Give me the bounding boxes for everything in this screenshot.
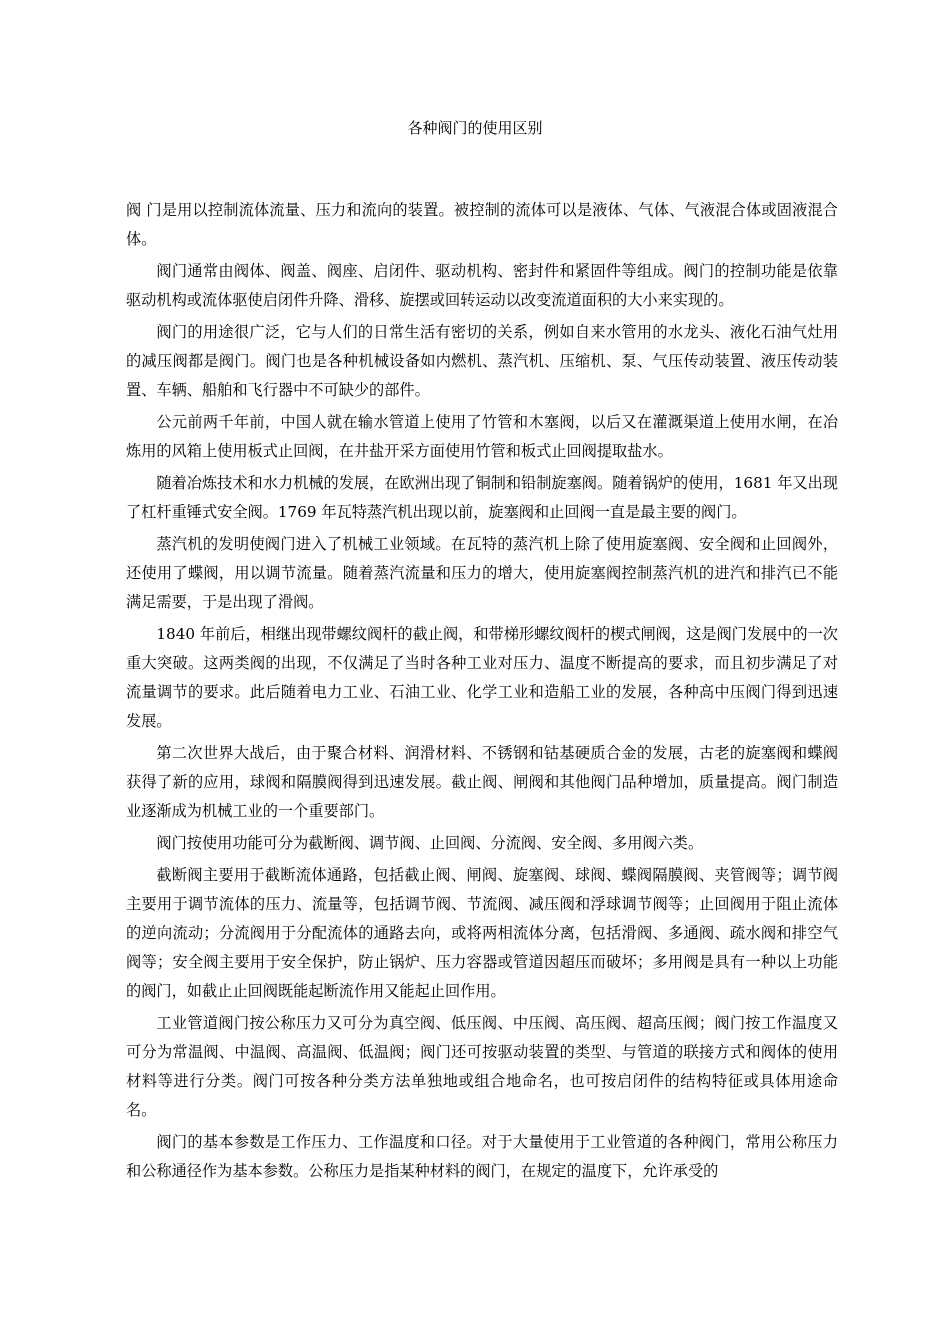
paragraph: 公元前两千年前，中国人就在输水管道上使用了竹管和木塞阀，以后又在灌溉渠道上使用水闸，在冶炼用的风箱上使用板式止回阀，在井盐开采方面使用竹管和板式止回阀提取盐水。 <box>126 413 838 460</box>
paragraph: 工业管道阀门按公称压力又可分为真空阀、低压阀、中压阀、高压阀、超高压阀；阀门按工作温度又可分为常温阀、中温阀、高温阀、低温阀；阀门还可按驱动装置的类型、与管道的联接方式和阀体的使用材料等进行分类。阀门可按各种分类方法单独地或组合地命名，也可按启闭件的结构特征或具体用途命名。 <box>126 1014 838 1119</box>
paragraph: 阀门的用途很广泛，它与人们的日常生活有密切的关系，例如自来水管用的水龙头、液化石油气灶用的减压阀都是阀门。阀门也是各种机械设备如内燃机、蒸汽机、压缩机、泵、气压传动装置、液压传动装置、车辆、船舶和飞行器中不可缺少的部件。 <box>126 323 838 399</box>
paragraph: 随着冶炼技术和水力机械的发展，在欧洲出现了铜制和铅制旋塞阀。随着锅炉的使用，1681 年又出现了杠杆重锤式安全阀。1769 年瓦特蒸汽机出现以前，旋塞阀和止回阀一直是最主要的阀门。 <box>126 474 838 521</box>
paragraph: 第二次世界大战后，由于聚合材料、润滑材料、不锈钢和钴基硬质合金的发展，古老的旋塞阀和蝶阀获得了新的应用，球阀和隔膜阀得到迅速发展。截止阀、闸阀和其他阀门品种增加，质量提高。阀门制造业逐渐成为机械工业的一个重要部门。 <box>126 744 838 820</box>
paragraph: 截断阀主要用于截断流体通路，包括截止阀、闸阀、旋塞阀、球阀、蝶阀隔膜阀、夹管阀等；调节阀主要用于调节流体的压力、流量等，包括调节阀、节流阀、减压阀和浮球调节阀等；止回阀用于阻止流体的逆向流动；分流阀用于分配流体的通路去向，或将两相流体分离，包括滑阀、多通阀、疏水阀和排空气阀等；安全阀主要用于安全保护，防止锅炉、压力容器或管道因超压而破坏；多用阀是具有一种以上功能的阀门，如截止止回阀既能起断流作用又能起止回作用。 <box>126 866 838 1000</box>
paragraph: 蒸汽机的发明使阀门进入了机械工业领域。在瓦特的蒸汽机上除了使用旋塞阀、安全阀和止回阀外，还使用了蝶阀，用以调节流量。随着蒸汽流量和压力的增大，使用旋塞阀控制蒸汽机的进汽和排汽已不能满足需要，于是出现了滑阀。 <box>126 535 838 611</box>
paragraph: 阀门通常由阀体、阀盖、阀座、启闭件、驱动机构、密封件和紧固件等组成。阀门的控制功能是依靠驱动机构或流体驱使启闭件升降、滑移、旋摆或回转运动以改变流道面积的大小来实现的。 <box>126 262 838 309</box>
document-body <box>126 196 838 1189</box>
paragraph: 阀门按使用功能可分为截断阀、调节阀、止回阀、分流阀、安全阀、多用阀六类。 <box>156 834 704 852</box>
paragraph: 阀 门是用以控制流体流量、压力和流向的装置。被控制的流体可以是液体、气体、气液混合体或固液混合体。 <box>126 201 838 248</box>
paragraph: 阀门的基本参数是工作压力、工作温度和口径。对于大量使用于工业管道的各种阀门，常用公称压力和公称通径作为基本参数。公称压力是指某种材料的阀门，在规定的温度下，允许承受的 <box>126 1133 838 1180</box>
paragraph: 1840 年前后，相继出现带螺纹阀杆的截止阀，和带梯形螺纹阀杆的楔式闸阀，这是阀门发展中的一次重大突破。这两类阀的出现，不仅满足了当时各种工业对压力、温度不断提高的要求，而且初步满足了对流量调节的要求。此后随着电力工业、石油工业、化学工业和造船工业的发展，各种高中压阀门得到迅速发展。 <box>126 625 838 730</box>
document-title: 各种阀门的使用区别 <box>407 119 543 137</box>
